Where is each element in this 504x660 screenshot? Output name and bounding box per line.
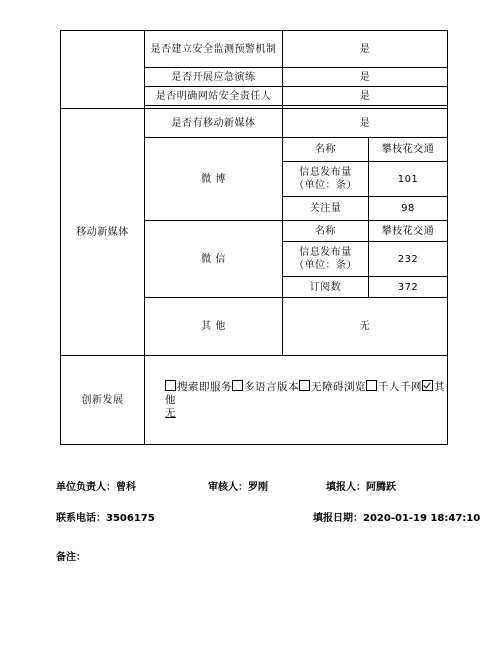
security-section-cell [61, 31, 145, 109]
responsible-value: 是 [283, 87, 448, 106]
checkbox-icon [232, 380, 243, 391]
checkbox-icon [299, 380, 310, 391]
contact-phone: 联系电话：3506175 [56, 513, 155, 524]
wechat-name-label: 名称 [283, 221, 369, 242]
checkbox-accessible[interactable] [299, 381, 366, 393]
fill-date: 填报日期：2020-01-19 18:47:10 [313, 513, 481, 524]
responsible-label: 是否明确网站安全责任人 [145, 87, 283, 106]
checkbox-label: 多语言版本 [244, 381, 299, 393]
wechat-posts-label-1: 信息发布量 [299, 247, 352, 258]
wechat-name-value: 攀枝花交通 [369, 221, 448, 242]
checkbox-multilang[interactable] [232, 381, 299, 393]
has-media-value: 是 [283, 109, 448, 138]
has-media-label: 是否有移动新媒体 [145, 109, 283, 138]
wechat-posts-label-2: （单位：条） [294, 260, 357, 271]
checkbox-label: 其他 [165, 381, 445, 406]
other-media-value: 无 [283, 298, 448, 356]
report-table [60, 30, 448, 445]
remarks: 备注： [56, 552, 86, 563]
checkbox-icon [165, 380, 176, 391]
innovation-options [145, 356, 448, 445]
weibo-label: 微 博 [145, 138, 283, 221]
filler: 填报人：阿腾跃 [326, 482, 396, 493]
wechat-label: 微 信 [145, 221, 283, 298]
innovation-label: 创新发展 [61, 356, 145, 445]
other-media-label: 其 他 [145, 298, 283, 356]
weibo-followers-label: 关注量 [283, 197, 369, 221]
weibo-name-label: 名称 [283, 138, 369, 162]
weibo-name-value: 攀枝花交通 [369, 138, 448, 162]
wechat-subscribers-label: 订阅数 [283, 277, 369, 298]
weibo-posts-label [283, 162, 369, 197]
checkbox-icon [366, 380, 377, 391]
checkbox-label: 千人千网 [378, 381, 422, 393]
weibo-posts-label-1: 信息发布量 [299, 167, 352, 178]
wechat-subscribers-value: 372 [369, 277, 448, 298]
weibo-posts-label-2: （单位：条） [294, 180, 357, 191]
checkbox-label: 无障碍浏览 [311, 381, 366, 393]
monitoring-label: 是否建立安全监测预警机制 [145, 31, 283, 68]
monitoring-value: 是 [283, 31, 448, 68]
wechat-posts-value: 232 [369, 242, 448, 277]
unit-head: 单位负责人：曾科 [56, 482, 136, 493]
weibo-posts-value: 101 [369, 162, 448, 197]
checkbox-label: 搜索即服务 [177, 381, 232, 393]
checkbox-personalized[interactable] [366, 381, 422, 393]
innovation-options-line [165, 380, 445, 407]
checkbox-checked-icon [422, 380, 433, 391]
weibo-followers-value: 98 [369, 197, 448, 221]
wechat-posts-label [283, 242, 369, 277]
emergency-label: 是否开展应急演练 [145, 68, 283, 87]
emergency-value: 是 [283, 68, 448, 87]
innovation-other-text: 无 [165, 407, 176, 419]
media-section-label: 移动新媒体 [61, 109, 145, 356]
reviewer: 审核人：罗刚 [208, 482, 268, 493]
checkbox-search[interactable] [165, 381, 232, 393]
